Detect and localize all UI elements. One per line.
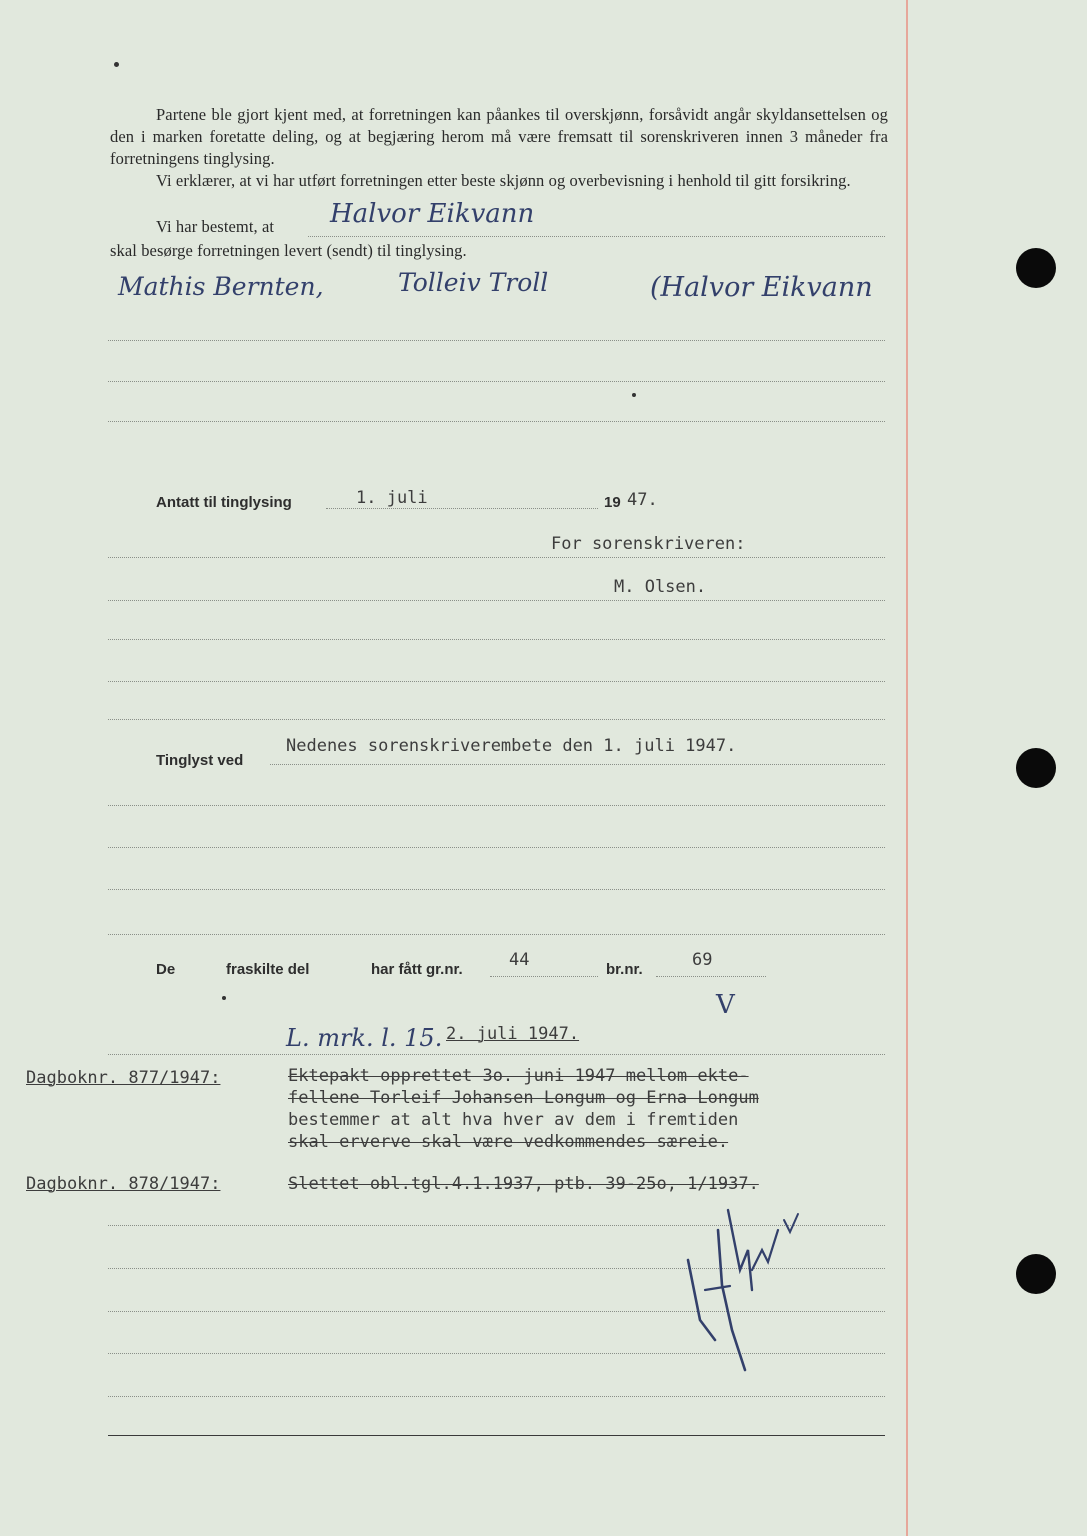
dotted-rule bbox=[108, 1396, 885, 1397]
dotted-rule bbox=[490, 976, 598, 977]
antatt-year: 47. bbox=[627, 490, 658, 510]
clerk-name: M. Olsen. bbox=[614, 577, 707, 597]
dotted-rule bbox=[308, 236, 885, 237]
dotted-rule bbox=[108, 719, 885, 720]
label-fraskilte-del: fraskilte del bbox=[226, 961, 310, 978]
dotted-rule bbox=[108, 681, 885, 682]
handwritten-initials-mark bbox=[660, 1190, 810, 1380]
registration-date: 2. juli 1947. bbox=[446, 1024, 580, 1044]
ink-speck bbox=[114, 62, 119, 67]
dotted-rule bbox=[108, 340, 885, 341]
signature-1: Mathis Bernten, bbox=[118, 272, 324, 301]
punch-hole-bottom bbox=[1016, 1254, 1056, 1294]
bestemt-continuation: skal besørge forretningen levert (sendt) til tinglysing. bbox=[110, 241, 467, 260]
dotted-rule bbox=[108, 381, 885, 382]
paragraph-appeal: Partene ble gjort kjent med, at forretningen kan påankes til overskjønn, forsåvidt angår skyldansettelsen og den i marken foretatte deling, og at begjæring herom må være fremsatt til sorenskriveren innen 3 måneder fra forretningens tinglysing. bbox=[110, 105, 888, 168]
dotted-rule bbox=[108, 421, 885, 422]
entry-877-line-3: bestemmer at alt hva hver av dem i fremtiden bbox=[288, 1110, 739, 1130]
dotted-rule bbox=[108, 1054, 885, 1055]
gr-nr-value: 44 bbox=[509, 950, 530, 970]
signature-2: Tolleiv Troll bbox=[398, 268, 549, 297]
dotted-rule bbox=[108, 639, 885, 640]
ink-speck bbox=[222, 996, 226, 1000]
dotted-rule bbox=[108, 934, 885, 935]
dotted-rule bbox=[270, 764, 885, 765]
for-sorenskriveren: For sorenskriveren: bbox=[551, 534, 746, 554]
entry-878-label: Dagboknr. 878/1947: bbox=[26, 1174, 221, 1194]
label-har-fatt-grnr: har fått gr.nr. bbox=[371, 961, 463, 978]
dotted-rule bbox=[108, 557, 885, 558]
entry-877-line-2: fellene Torleif Johansen Longum og Erna Longum bbox=[288, 1088, 759, 1108]
dotted-rule bbox=[108, 600, 885, 601]
antatt-date: 1. juli bbox=[356, 488, 428, 508]
entry-878-line-1: Slettet obl.tgl.4.1.1937, ptb. 39-25o, 1/1937. bbox=[288, 1174, 759, 1194]
closing-rule bbox=[108, 1435, 885, 1436]
check-mark: V bbox=[716, 990, 735, 1020]
label-de: De bbox=[156, 961, 176, 978]
antatt-year-prefix: 19 bbox=[604, 494, 621, 511]
red-margin-line bbox=[906, 0, 908, 1536]
dotted-rule bbox=[108, 889, 885, 890]
entry-877-label: Dagboknr. 877/1947: bbox=[26, 1068, 221, 1088]
label-br-nr: br.nr. bbox=[606, 961, 643, 978]
entry-877-line-1: Ektepakt opprettet 3o. juni 1947 mellom ekte- bbox=[288, 1066, 749, 1086]
dotted-rule bbox=[326, 508, 598, 509]
printed-paragraphs bbox=[110, 104, 888, 192]
dotted-rule bbox=[108, 805, 885, 806]
tinglyst-label: Tinglyst ved bbox=[156, 752, 244, 769]
signature-3: (Halvor Eikvann bbox=[650, 272, 873, 303]
dotted-rule bbox=[108, 847, 885, 848]
paragraph-declaration: Vi erklærer, at vi har utført forretningen etter beste skjønn og overbevisning i henhold til gitt forsikring. bbox=[156, 171, 851, 190]
punch-hole-top bbox=[1016, 248, 1056, 288]
entry-877-line-4: skal erverve skal være vedkommendes særeie. bbox=[288, 1132, 729, 1152]
tinglyst-text: Nedenes sorenskriverembete den 1. juli 1947. bbox=[286, 736, 737, 756]
ink-speck bbox=[632, 393, 636, 397]
br-nr-value: 69 bbox=[692, 950, 713, 970]
bestemt-label: Vi har bestemt, at bbox=[156, 217, 275, 236]
punch-hole-middle bbox=[1016, 748, 1056, 788]
handwritten-appointee: Halvor Eikvann bbox=[330, 199, 535, 229]
dotted-rule bbox=[656, 976, 766, 977]
bestemt-continuation-row bbox=[110, 240, 710, 262]
antatt-label: Antatt til tinglysing bbox=[156, 494, 292, 511]
handwritten-reference: L. mrk. l. 15. bbox=[286, 1024, 443, 1052]
